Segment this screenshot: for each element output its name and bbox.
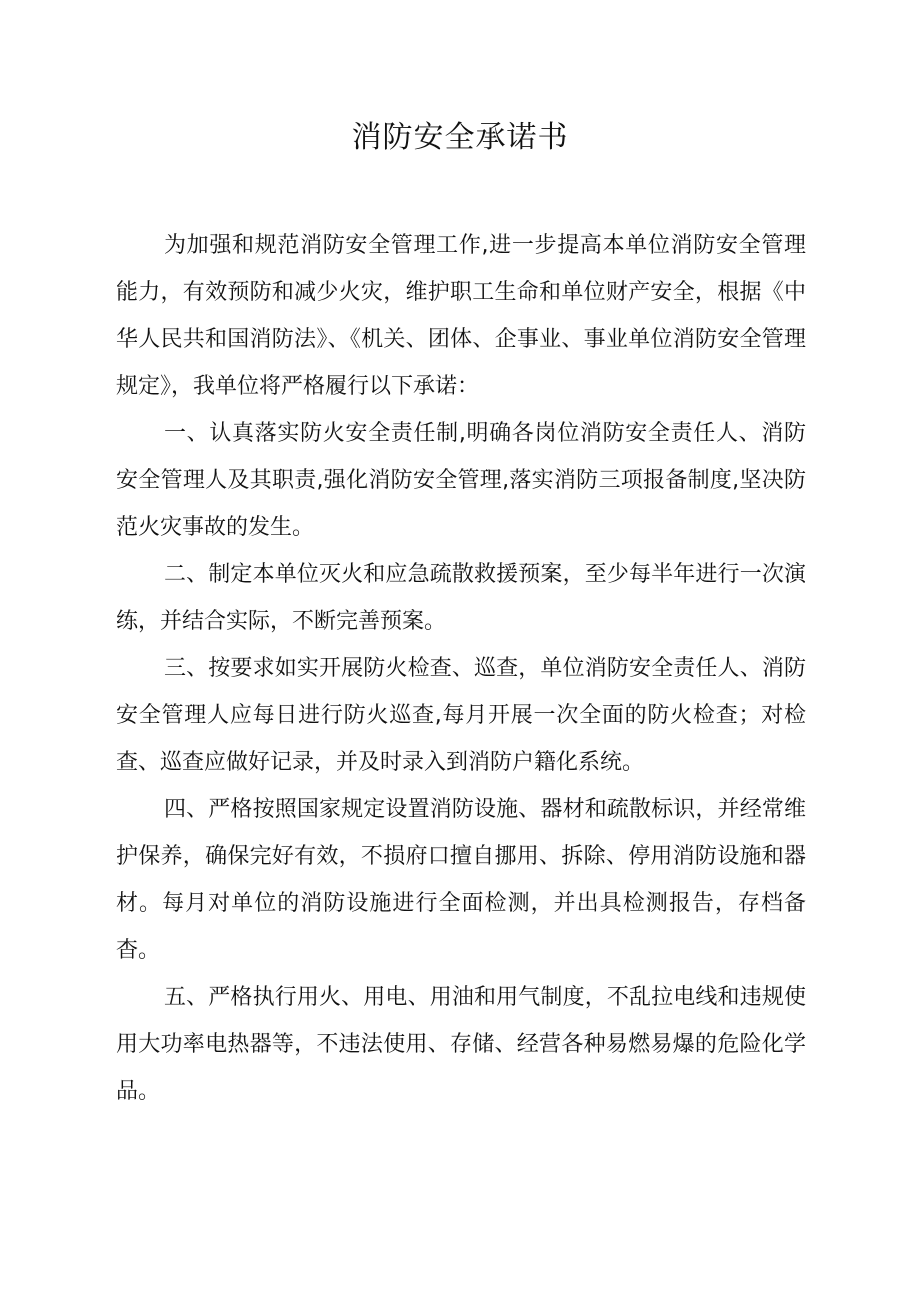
paragraph-item-1: 一、认真落实防火安全责任制,明确各岗位消防安全责任人、消防安全管理人及其职责,强化消防安全管理,落实消防三项报备制度,坚决防范火灾事故的发生。: [116, 421, 806, 540]
paragraph-item-2: 二、制定本单位灭火和应急疏散救援预案，至少每半年进行一次演练，并结合实际，不断完善预案。: [116, 562, 806, 634]
paragraph-intro: 为加强和规范消防安全管理工作,进一步提高本单位消防安全管理能力，有效预防和减少火灾，维护职工生命和单位财产安全，根据《中华人民共和国消防法》、《机关、团体、企事业、事业单位消防安全管理规定》，我单位将严格履行以下承诺：: [116, 233, 806, 399]
paragraph-item-4: 四、严格按照国家规定设置消防设施、器材和疏散标识，并经常维护保养，确保完好有效，不损府口擅自挪用、拆除、停用消防设施和器材。每月对单位的消防设施进行全面检测，并出具检测报告，存档备杳。: [116, 797, 806, 963]
document-title: 消防安全承诺书: [351, 120, 569, 155]
paragraph-item-5: 五、严格执行用火、用电、用油和用气制度，不乱拉电线和违规使用大功率电热器等，不违法使用、存储、经营各种易燃易爆的危险化学品。: [116, 985, 806, 1104]
document-body: [116, 222, 806, 1115]
paragraph-item-3: 三、按要求如实开展防火检查、巡查，单位消防安全责任人、消防安全管理人应每日进行防火巡查,每月开展一次全面的防火检查；对检查、巡查应做好记录，并及时录入到消防户籍化系统。: [116, 656, 806, 775]
